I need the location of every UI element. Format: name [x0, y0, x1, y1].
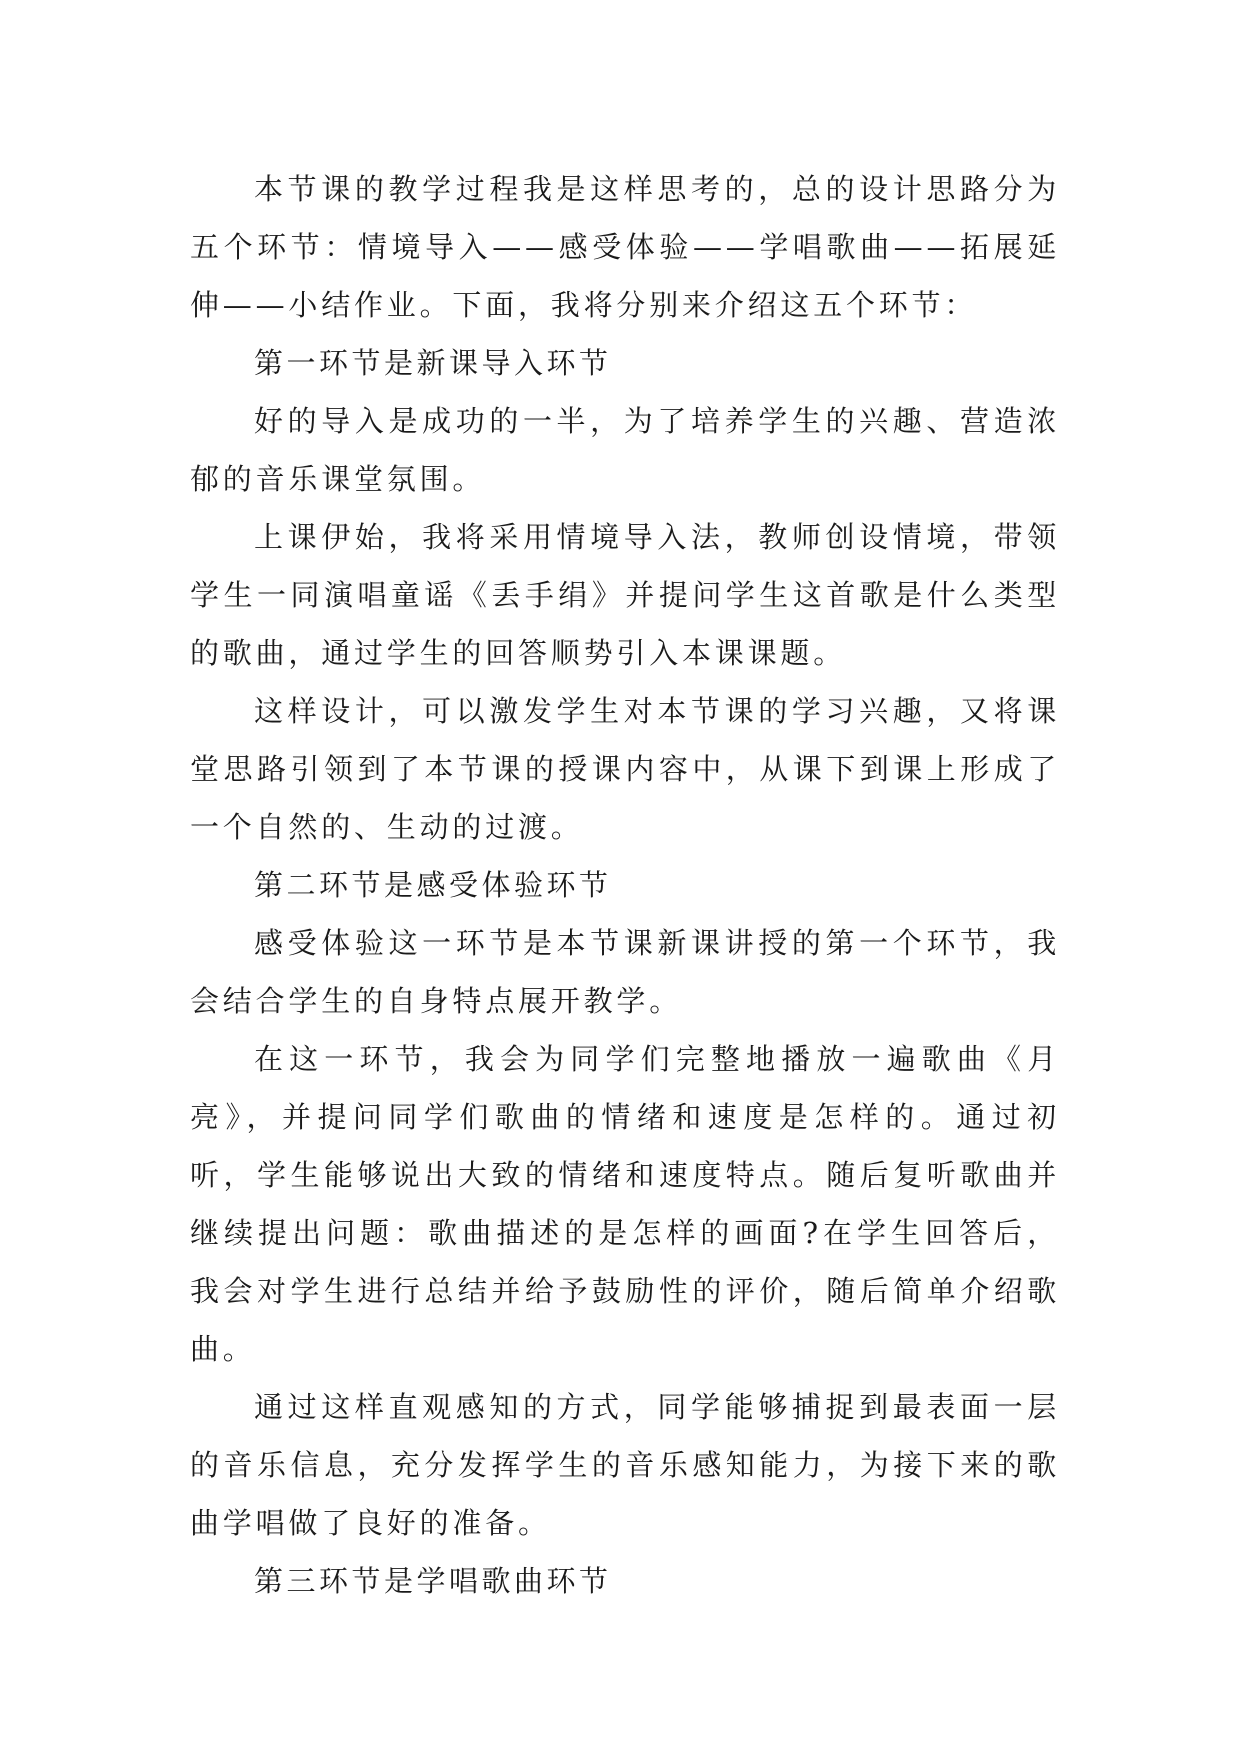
section-heading-3: 第三环节是学唱歌曲环节	[254, 1564, 612, 1598]
paragraph-3: 这样设计，可以激发学生对本节课的学习兴趣，又将课堂思路引领到了本节课的授课内容中，从课下到课上形成了一个自然的、生动的过渡。	[190, 694, 1060, 844]
paragraph-4: 感受体验这一环节是本节课新课讲授的第一个环节，我会结合学生的自身特点展开教学。	[190, 926, 1060, 1018]
paragraph-1: 好的导入是成功的一半，为了培养学生的兴趣、营造浓郁的音乐课堂氛围。	[190, 404, 1060, 496]
paragraph-2: 上课伊始，我将采用情境导入法，教师创设情境，带领学生一同演唱童谣《丢手绢》并提问学生这首歌是什么类型的歌曲，通过学生的回答顺势引入本课课题。	[190, 520, 1060, 670]
section-heading-1: 第一环节是新课导入环节	[254, 346, 612, 380]
paragraph-6: 通过这样直观感知的方式，同学能够捕捉到最表面一层的音乐信息，充分发挥学生的音乐感知能力，为接下来的歌曲学唱做了良好的准备。	[190, 1390, 1060, 1540]
paragraph-overview: 本节课的教学过程我是这样思考的，总的设计思路分为五个环节：情境导入——感受体验——学唱歌曲——拓展延伸——小结作业。下面，我将分别来介绍这五个环节：	[190, 172, 1060, 322]
document-body	[190, 160, 1060, 1610]
section-heading-2: 第二环节是感受体验环节	[254, 868, 612, 902]
paragraph-5: 在这一环节，我会为同学们完整地播放一遍歌曲《月亮》，并提问同学们歌曲的情绪和速度是怎样的。通过初听，学生能够说出大致的情绪和速度特点。随后复听歌曲并继续提出问题：歌曲描述的是怎样的画面?在学生回答后，我会对学生进行总结并给予鼓励性的评价，随后简单介绍歌曲。	[190, 1042, 1060, 1366]
